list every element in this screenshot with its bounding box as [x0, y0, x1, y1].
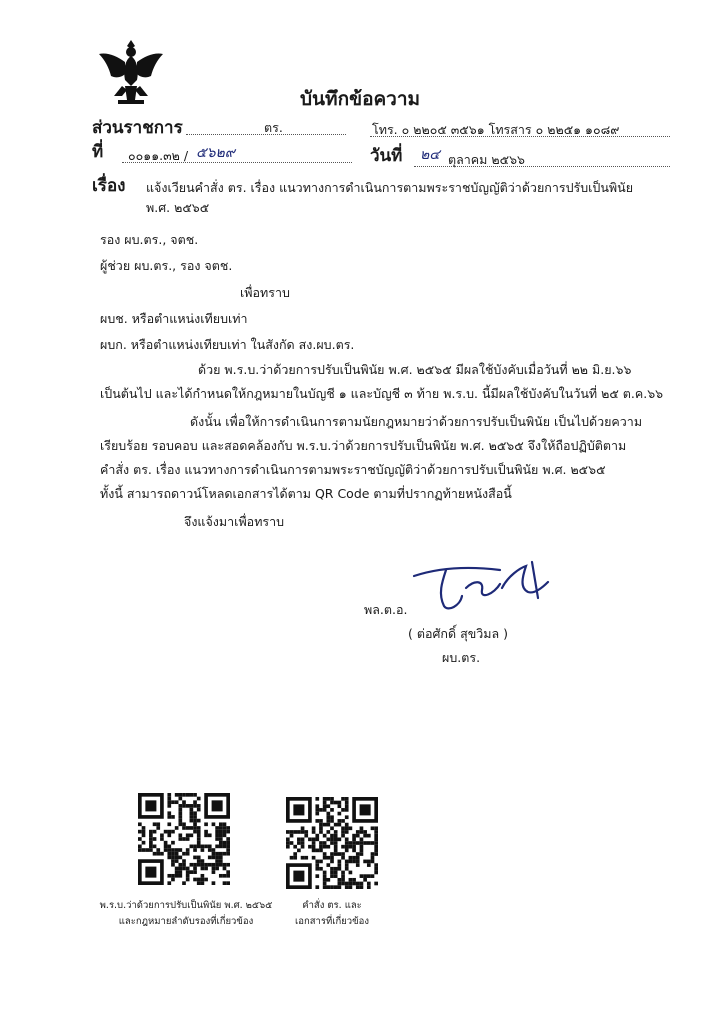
qr-2-caption-line-2: เอกสารที่เกี่ยวข้อง — [295, 916, 369, 927]
date-handwritten: ๒๔ — [420, 147, 440, 163]
for-information: เพื่อทราบ — [240, 285, 290, 300]
signer-name: ( ต่อศักดิ์ สุขวิมล ) — [408, 626, 509, 641]
date-label: วันที่ — [370, 146, 403, 166]
paragraph-2-line-4: ทั้งนี้ สามารถดาวน์โหลดเอกสารได้ตาม QR Code ตามที่ปรากฏท้ายหนังสือนี้ — [100, 486, 512, 501]
memo-title: บันทึกข้อความ — [300, 88, 421, 110]
garuda-emblem-icon — [98, 36, 164, 108]
paragraph-2-line-1: ดังนั้น เพื่อให้การดำเนินการตามนัยกฎหมายว่าด้วยการปรับเป็นพินัย เป็นไปด้วยความ — [190, 414, 643, 429]
recipient-line-4: ผบก. หรือตำแหน่งเทียบเท่า ในสังกัด สง.ผบ.ตร. — [100, 337, 355, 352]
department-label: ส่วนราชการ — [92, 118, 183, 138]
date-rest: ตุลาคม ๒๕๖๖ — [448, 152, 525, 167]
reference-label: ที่ — [92, 142, 104, 162]
qr-1-caption-line-1: พ.ร.บ.ว่าด้วยการปรับเป็นพินัย พ.ศ. ๒๕๖๕ — [99, 900, 273, 911]
phone-fax: โทร. ๐ ๒๒๐๕ ๓๕๖๑ โทรสาร ๐ ๒๒๕๑ ๑๐๘๙ — [372, 122, 620, 137]
reference-handwritten: ๕๖๒๙ — [196, 145, 235, 161]
subject-line-2: พ.ศ. ๒๕๖๕ — [146, 200, 210, 215]
subject-line-1: แจ้งเวียนคำสั่ง ตร. เรื่อง แนวทางการดำเนินการตามพระราชบัญญัติว่าด้วยการปรับเป็นพินัย — [146, 180, 634, 195]
signer-rank: พล.ต.อ. — [364, 602, 408, 617]
paragraph-2-line-3: คำสั่ง ตร. เรื่อง แนวทางการดำเนินการตามพระราชบัญญัติว่าด้วยการปรับเป็นพินัย พ.ศ. ๒๕๖๕ — [100, 462, 606, 477]
department-value: ตร. — [264, 120, 283, 135]
recipient-line-2: ผู้ช่วย ผบ.ตร., รอง จตช. — [100, 258, 233, 273]
closing-line: จึงแจ้งมาเพื่อทราบ — [184, 514, 285, 529]
paragraph-2-line-2: เรียบร้อย รอบคอบ และสอดคล้องกับ พ.ร.บ.ว่าด้วยการปรับเป็นพินัย พ.ศ. ๒๕๖๕ จึงให้ถือปฏิบัติตาม — [100, 438, 627, 453]
reference-number: ๐๐๑๑.๓๒ / — [128, 148, 189, 163]
recipient-line-1: รอง ผบ.ตร., จตช. — [100, 232, 199, 247]
qr-code-order-icon — [286, 797, 378, 889]
qr-2-caption-line-1: คำสั่ง ตร. และ — [302, 900, 362, 911]
paragraph-1-line-1: ด้วย พ.ร.บ.ว่าด้วยการปรับเป็นพินัย พ.ศ. ๒๕๖๕ มีผลใช้บังคับเมื่อวันที่ ๒๒ มิ.ย.๖๖ — [198, 362, 632, 377]
paragraph-1-line-2: เป็นต้นไป และได้กำหนดให้กฎหมายในบัญชี ๑ และบัญชี ๓ ท้าย พ.ร.บ. นี้มีผลใช้บังคับในวันที่ ๒๕ ต.ค.๖๖ — [100, 386, 664, 401]
signer-position: ผบ.ตร. — [442, 650, 481, 665]
qr-code-law-icon — [138, 793, 230, 885]
recipient-line-3: ผบช. หรือตำแหน่งเทียบเท่า — [100, 311, 248, 326]
qr-1-caption-line-2: และกฎหมายลำดับรองที่เกี่ยวข้อง — [118, 916, 254, 927]
signature-scribble-icon — [408, 558, 558, 614]
subject-label: เรื่อง — [92, 176, 126, 196]
